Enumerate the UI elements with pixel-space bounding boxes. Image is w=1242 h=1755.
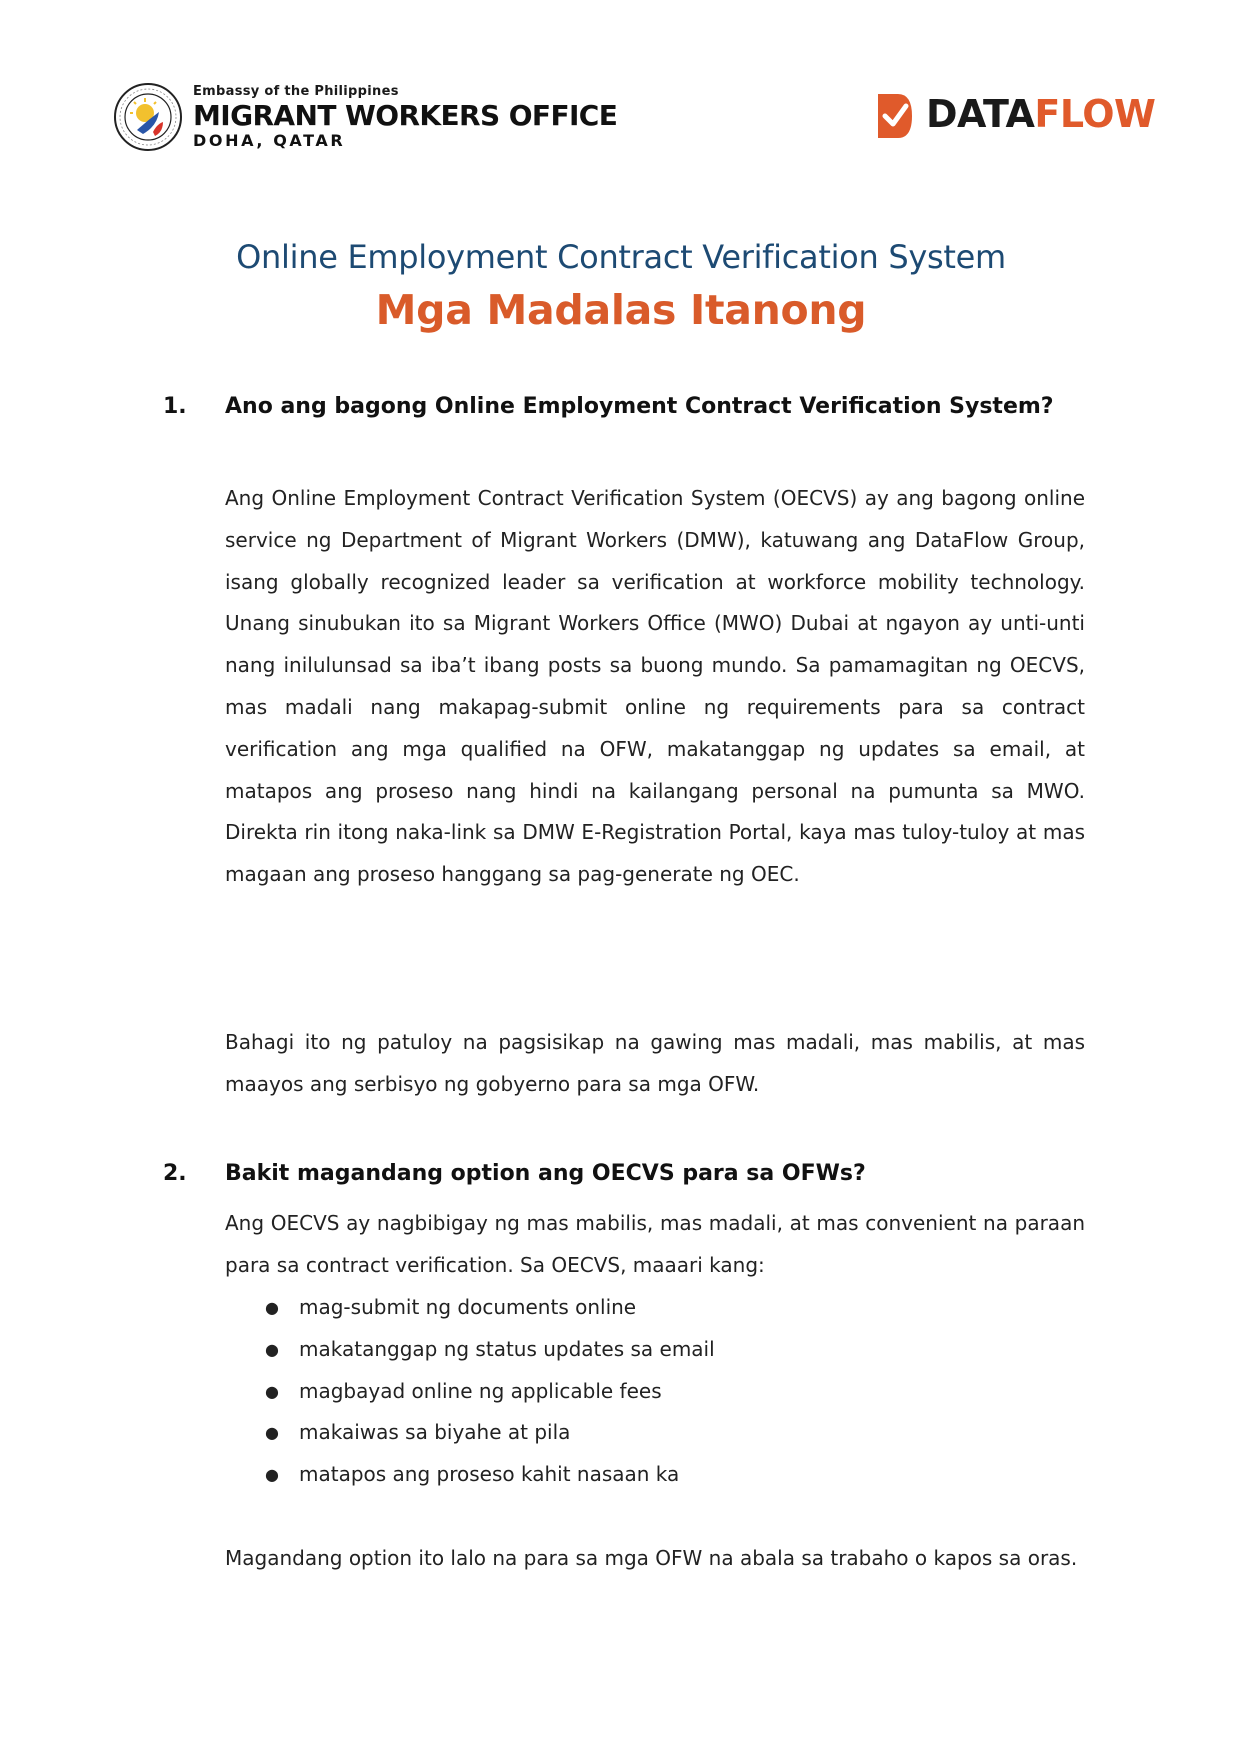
list-item-text: matapos ang proseso kahit nasaan ka [299,1462,680,1487]
list-item [225,1287,1085,1329]
list-item-text: mag-submit ng documents online [299,1295,637,1319]
list-item [225,1454,1085,1496]
bullet-icon: ● [265,1339,279,1359]
dataflow-check-icon [876,92,914,140]
faq-heading: Mga Madalas Itanong [375,286,867,334]
bullet-icon: ● [265,1423,279,1443]
list-item-text: makaiwas sa biyahe at pila [299,1420,571,1445]
list-item-text: makatanggap ng status updates sa email [299,1336,715,1361]
faq-1-answer-paragraph: Ang Online Employment Contract Verification System (OECVS) ay ang bagong online service ng Department of Migrant Workers (DMW), katuwang ang DataFlow Group, isang globally recognized leader sa verification at workforce mobility technology. Unang sinubukan ito sa Migrant Workers Office (MWO) Dubai at ngayon ay unti-unti nang inilulunsad sa iba’t ibang posts sa buong mundo. Sa pamamagitan ng OECVS, mas madali nang makapag-submit online ng requirements para sa contract verification ang mga qualified na OFW, makatanggap ng updates sa email, at matapos ang proseso nang hindi na kailangang personal na pumunta sa MWO. Direkta rin itong naka-link sa DMW E-Registration Portal, kaya mas tuloy-tuloy at mas magaan ang proseso hanggang sa pag-generate ng OEC. [225,486,1085,887]
system-title: Online Employment Contract Verification System [236,238,1006,276]
dataflow-word-flow: FLOW [1034,92,1156,136]
faq-1-answer-paragraph-2: Bahagi ito ng patuloy na pagsisikap na gawing mas madali, mas mabilis, at mas maayos ang serbisyo ng gobyerno para sa mga OFW. [225,1030,1085,1096]
faq-2-number: 2. [163,1161,187,1186]
mwo-seal-logo [113,82,183,152]
dataflow-logo-wordmark [926,91,1155,137]
embassy-label: Embassy of the Philippines [193,84,399,99]
dataflow-word-data: DATA [926,92,1035,136]
faq-1-number: 1. [163,394,187,419]
faq-2-bullet-list [225,1287,1085,1496]
bullet-icon: ● [265,1298,279,1317]
faq-2-intro: Ang OECVS ay nagbibigay ng mas mabilis, mas madali, at mas convenient na paraan para sa contract verification. Sa OECVS, maaari kang: [225,1211,1085,1277]
faq-2-closing: Magandang option ito lalo na para sa mga OFW na abala sa trabaho o kapos sa oras. [225,1546,1078,1570]
list-item [225,1329,1085,1371]
bullet-icon: ● [265,1465,279,1485]
faq-2-question: Bakit magandang option ang OECVS para sa OFWs? [225,1161,866,1186]
bullet-icon: ● [265,1381,279,1401]
list-item-text: magbayad online ng applicable fees [299,1378,662,1403]
office-city: DOHA, QATAR [193,131,346,150]
mwo-header-text [193,84,617,150]
list-item [225,1412,1085,1454]
list-item [225,1371,1085,1413]
office-name: MIGRANT WORKERS OFFICE [193,99,618,132]
faq-1-question: Ano ang bagong Online Employment Contract Verification System? [225,394,1054,419]
